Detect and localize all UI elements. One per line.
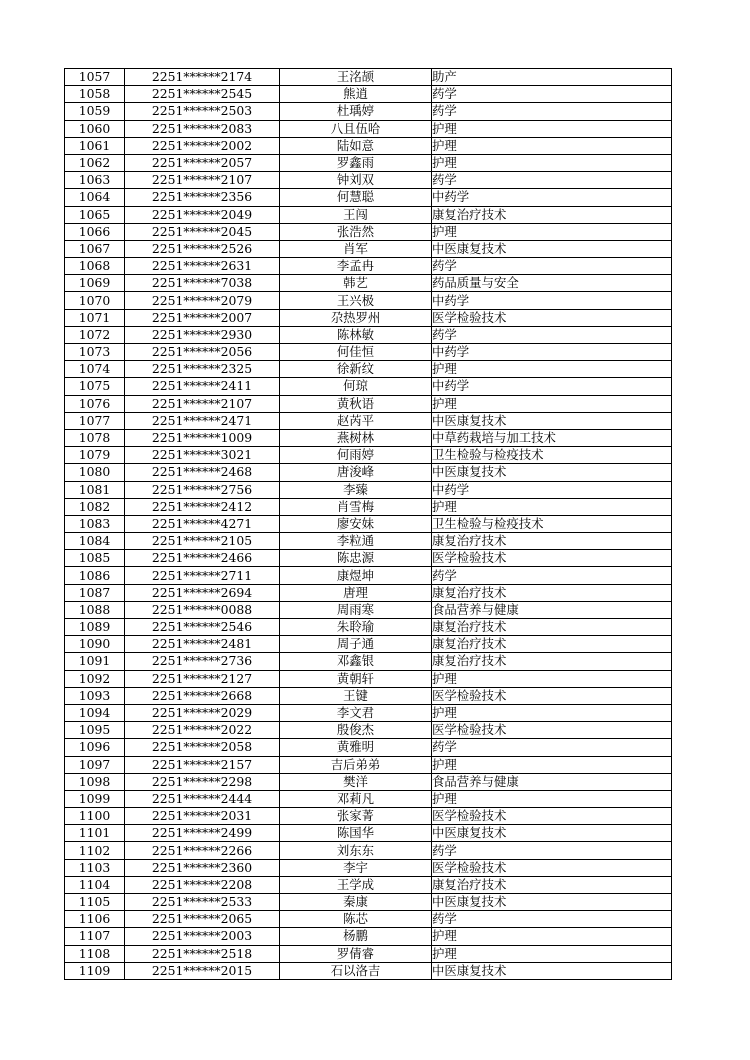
seq-cell: 1074 bbox=[65, 361, 125, 378]
major-cell: 康复治疗技术 bbox=[432, 619, 672, 636]
student-name-cell: 殷俊杰 bbox=[280, 722, 432, 739]
seq-cell: 1058 bbox=[65, 86, 125, 103]
student-name-cell: 罗倩睿 bbox=[280, 945, 432, 962]
major-cell: 药学 bbox=[432, 567, 672, 584]
table-row bbox=[65, 309, 672, 326]
student-name-cell: 陈芯 bbox=[280, 911, 432, 928]
table-row bbox=[65, 911, 672, 928]
student-id-cell: 2251******2002 bbox=[125, 137, 280, 154]
student-name-cell: 周子通 bbox=[280, 636, 432, 653]
major-cell: 中医康复技术 bbox=[432, 464, 672, 481]
student-id-cell: 2251******2058 bbox=[125, 739, 280, 756]
student-id-cell: 2251******2266 bbox=[125, 842, 280, 859]
student-name-cell: 康煜坤 bbox=[280, 567, 432, 584]
major-cell: 医学检验技术 bbox=[432, 808, 672, 825]
table-row bbox=[65, 876, 672, 893]
seq-cell: 1093 bbox=[65, 687, 125, 704]
seq-cell: 1073 bbox=[65, 344, 125, 361]
student-name-cell: 何琼 bbox=[280, 378, 432, 395]
student-id-cell: 2251******2533 bbox=[125, 894, 280, 911]
student-name-cell: 燕树林 bbox=[280, 429, 432, 446]
seq-cell: 1060 bbox=[65, 120, 125, 137]
seq-cell: 1106 bbox=[65, 911, 125, 928]
major-cell: 康复治疗技术 bbox=[432, 206, 672, 223]
student-name-cell: 李孟冉 bbox=[280, 258, 432, 275]
student-id-cell: 2251******2356 bbox=[125, 189, 280, 206]
major-cell: 中医康复技术 bbox=[432, 240, 672, 257]
major-cell: 中医康复技术 bbox=[432, 412, 672, 429]
major-cell: 护理 bbox=[432, 223, 672, 240]
student-name-cell: 周雨寒 bbox=[280, 601, 432, 618]
major-cell: 中草药栽培与加工技术 bbox=[432, 429, 672, 446]
table-row bbox=[65, 206, 672, 223]
seq-cell: 1064 bbox=[65, 189, 125, 206]
student-id-cell: 2251******2481 bbox=[125, 636, 280, 653]
table-row bbox=[65, 584, 672, 601]
major-cell: 中医康复技术 bbox=[432, 825, 672, 842]
table-row bbox=[65, 275, 672, 292]
table-row bbox=[65, 326, 672, 343]
seq-cell: 1095 bbox=[65, 722, 125, 739]
student-id-cell: 2251******2631 bbox=[125, 258, 280, 275]
seq-cell: 1059 bbox=[65, 103, 125, 120]
major-cell: 中药学 bbox=[432, 189, 672, 206]
major-cell: 护理 bbox=[432, 498, 672, 515]
student-id-cell: 2251******2360 bbox=[125, 859, 280, 876]
major-cell: 卫生检验与检疫技术 bbox=[432, 515, 672, 532]
seq-cell: 1089 bbox=[65, 619, 125, 636]
seq-cell: 1072 bbox=[65, 326, 125, 343]
seq-cell: 1070 bbox=[65, 292, 125, 309]
seq-cell: 1091 bbox=[65, 653, 125, 670]
table-row bbox=[65, 687, 672, 704]
student-name-cell: 杜瑀婷 bbox=[280, 103, 432, 120]
student-id-cell: 2251******2526 bbox=[125, 240, 280, 257]
roster-sheet bbox=[64, 68, 672, 980]
student-id-cell: 2251******2127 bbox=[125, 670, 280, 687]
student-id-cell: 2251******2545 bbox=[125, 86, 280, 103]
major-cell: 中医康复技术 bbox=[432, 962, 672, 979]
major-cell: 护理 bbox=[432, 945, 672, 962]
seq-cell: 1062 bbox=[65, 154, 125, 171]
seq-cell: 1090 bbox=[65, 636, 125, 653]
table-row bbox=[65, 240, 672, 257]
student-name-cell: 韩艺 bbox=[280, 275, 432, 292]
student-name-cell: 陈林敏 bbox=[280, 326, 432, 343]
table-row bbox=[65, 464, 672, 481]
seq-cell: 1108 bbox=[65, 945, 125, 962]
student-name-cell: 唐理 bbox=[280, 584, 432, 601]
major-cell: 医学检验技术 bbox=[432, 550, 672, 567]
major-cell: 药学 bbox=[432, 842, 672, 859]
seq-cell: 1067 bbox=[65, 240, 125, 257]
student-name-cell: 李宇 bbox=[280, 859, 432, 876]
seq-cell: 1105 bbox=[65, 894, 125, 911]
student-name-cell: 陆如意 bbox=[280, 137, 432, 154]
student-name-cell: 罗鑫雨 bbox=[280, 154, 432, 171]
table-row bbox=[65, 378, 672, 395]
table-row bbox=[65, 86, 672, 103]
table-row bbox=[65, 223, 672, 240]
student-id-cell: 2251******2107 bbox=[125, 395, 280, 412]
student-name-cell: 陈国华 bbox=[280, 825, 432, 842]
student-name-cell: 何雨婷 bbox=[280, 447, 432, 464]
seq-cell: 1079 bbox=[65, 447, 125, 464]
student-name-cell: 尕热罗州 bbox=[280, 309, 432, 326]
major-cell: 护理 bbox=[432, 137, 672, 154]
seq-cell: 1109 bbox=[65, 962, 125, 979]
seq-cell: 1081 bbox=[65, 481, 125, 498]
student-name-cell: 王学成 bbox=[280, 876, 432, 893]
table-row bbox=[65, 825, 672, 842]
table-row bbox=[65, 601, 672, 618]
major-cell: 护理 bbox=[432, 704, 672, 721]
student-name-cell: 肖军 bbox=[280, 240, 432, 257]
seq-cell: 1068 bbox=[65, 258, 125, 275]
table-row bbox=[65, 962, 672, 979]
major-cell: 药学 bbox=[432, 86, 672, 103]
seq-cell: 1103 bbox=[65, 859, 125, 876]
student-name-cell: 黄秋语 bbox=[280, 395, 432, 412]
seq-cell: 1084 bbox=[65, 533, 125, 550]
student-id-cell: 2251******2015 bbox=[125, 962, 280, 979]
table-row bbox=[65, 344, 672, 361]
major-cell: 护理 bbox=[432, 361, 672, 378]
student-name-cell: 杨鹏 bbox=[280, 928, 432, 945]
seq-cell: 1083 bbox=[65, 515, 125, 532]
major-cell: 中药学 bbox=[432, 344, 672, 361]
table-row bbox=[65, 842, 672, 859]
student-name-cell: 黄朝轩 bbox=[280, 670, 432, 687]
student-name-cell: 邓鑫银 bbox=[280, 653, 432, 670]
student-name-cell: 廖安妹 bbox=[280, 515, 432, 532]
major-cell: 康复治疗技术 bbox=[432, 584, 672, 601]
major-cell: 康复治疗技术 bbox=[432, 533, 672, 550]
student-id-cell: 2251******2045 bbox=[125, 223, 280, 240]
seq-cell: 1096 bbox=[65, 739, 125, 756]
student-id-cell: 2251******2079 bbox=[125, 292, 280, 309]
student-name-cell: 熊逍 bbox=[280, 86, 432, 103]
student-name-cell: 何佳恒 bbox=[280, 344, 432, 361]
seq-cell: 1066 bbox=[65, 223, 125, 240]
seq-cell: 1102 bbox=[65, 842, 125, 859]
student-id-cell: 2251******2049 bbox=[125, 206, 280, 223]
student-name-cell: 李粒通 bbox=[280, 533, 432, 550]
table-row bbox=[65, 258, 672, 275]
seq-cell: 1097 bbox=[65, 756, 125, 773]
student-name-cell: 张家菁 bbox=[280, 808, 432, 825]
student-id-cell: 2251******2711 bbox=[125, 567, 280, 584]
table-row bbox=[65, 945, 672, 962]
student-id-cell: 2251******2466 bbox=[125, 550, 280, 567]
seq-cell: 1069 bbox=[65, 275, 125, 292]
table-row bbox=[65, 670, 672, 687]
major-cell: 药品质量与安全 bbox=[432, 275, 672, 292]
student-name-cell: 樊洋 bbox=[280, 773, 432, 790]
major-cell: 药学 bbox=[432, 103, 672, 120]
table-row bbox=[65, 137, 672, 154]
student-id-cell: 2251******7038 bbox=[125, 275, 280, 292]
student-id-cell: 2251******2694 bbox=[125, 584, 280, 601]
table-row bbox=[65, 120, 672, 137]
major-cell: 中药学 bbox=[432, 378, 672, 395]
student-id-cell: 2251******2503 bbox=[125, 103, 280, 120]
student-id-cell: 2251******2444 bbox=[125, 790, 280, 807]
seq-cell: 1082 bbox=[65, 498, 125, 515]
table-row bbox=[65, 704, 672, 721]
major-cell: 护理 bbox=[432, 395, 672, 412]
table-row bbox=[65, 189, 672, 206]
student-id-cell: 2251******2056 bbox=[125, 344, 280, 361]
student-id-cell: 2251******0088 bbox=[125, 601, 280, 618]
seq-cell: 1092 bbox=[65, 670, 125, 687]
table-row bbox=[65, 361, 672, 378]
student-id-cell: 2251******2105 bbox=[125, 533, 280, 550]
major-cell: 护理 bbox=[432, 154, 672, 171]
student-id-cell: 2251******2325 bbox=[125, 361, 280, 378]
student-name-cell: 王洺颉 bbox=[280, 69, 432, 86]
table-row bbox=[65, 103, 672, 120]
seq-cell: 1080 bbox=[65, 464, 125, 481]
major-cell: 医学检验技术 bbox=[432, 859, 672, 876]
table-row bbox=[65, 739, 672, 756]
student-id-cell: 2251******2065 bbox=[125, 911, 280, 928]
major-cell: 食品营养与健康 bbox=[432, 601, 672, 618]
table-row bbox=[65, 619, 672, 636]
student-id-cell: 2251******2499 bbox=[125, 825, 280, 842]
seq-cell: 1107 bbox=[65, 928, 125, 945]
student-id-cell: 2251******2083 bbox=[125, 120, 280, 137]
major-cell: 中药学 bbox=[432, 292, 672, 309]
student-id-cell: 2251******2157 bbox=[125, 756, 280, 773]
student-id-cell: 2251******2736 bbox=[125, 653, 280, 670]
seq-cell: 1061 bbox=[65, 137, 125, 154]
seq-cell: 1100 bbox=[65, 808, 125, 825]
student-id-cell: 2251******2007 bbox=[125, 309, 280, 326]
major-cell: 卫生检验与检疫技术 bbox=[432, 447, 672, 464]
major-cell: 康复治疗技术 bbox=[432, 876, 672, 893]
major-cell: 康复治疗技术 bbox=[432, 636, 672, 653]
student-id-cell: 2251******2546 bbox=[125, 619, 280, 636]
table-row bbox=[65, 481, 672, 498]
student-name-cell: 何慧聪 bbox=[280, 189, 432, 206]
seq-cell: 1085 bbox=[65, 550, 125, 567]
student-id-cell: 2251******2668 bbox=[125, 687, 280, 704]
table-row bbox=[65, 447, 672, 464]
student-name-cell: 邓莉凡 bbox=[280, 790, 432, 807]
student-id-cell: 2251******3021 bbox=[125, 447, 280, 464]
student-id-cell: 2251******4271 bbox=[125, 515, 280, 532]
student-name-cell: 徐新纹 bbox=[280, 361, 432, 378]
major-cell: 药学 bbox=[432, 911, 672, 928]
table-row bbox=[65, 498, 672, 515]
major-cell: 护理 bbox=[432, 120, 672, 137]
major-cell: 药学 bbox=[432, 326, 672, 343]
major-cell: 医学检验技术 bbox=[432, 687, 672, 704]
seq-cell: 1101 bbox=[65, 825, 125, 842]
major-cell: 中医康复技术 bbox=[432, 894, 672, 911]
student-name-cell: 朱聆瑜 bbox=[280, 619, 432, 636]
table-row bbox=[65, 172, 672, 189]
table-row bbox=[65, 395, 672, 412]
student-id-cell: 2251******2057 bbox=[125, 154, 280, 171]
student-name-cell: 王键 bbox=[280, 687, 432, 704]
major-cell: 食品营养与健康 bbox=[432, 773, 672, 790]
table-row bbox=[65, 69, 672, 86]
student-name-cell: 刘东东 bbox=[280, 842, 432, 859]
seq-cell: 1088 bbox=[65, 601, 125, 618]
table-row bbox=[65, 154, 672, 171]
table-row bbox=[65, 292, 672, 309]
table-row bbox=[65, 894, 672, 911]
major-cell: 护理 bbox=[432, 756, 672, 773]
major-cell: 护理 bbox=[432, 790, 672, 807]
table-row bbox=[65, 412, 672, 429]
major-cell: 药学 bbox=[432, 258, 672, 275]
table-row bbox=[65, 636, 672, 653]
table-row bbox=[65, 859, 672, 876]
table-row bbox=[65, 429, 672, 446]
seq-cell: 1094 bbox=[65, 704, 125, 721]
seq-cell: 1104 bbox=[65, 876, 125, 893]
student-id-cell: 2251******2518 bbox=[125, 945, 280, 962]
student-name-cell: 李文君 bbox=[280, 704, 432, 721]
major-cell: 助产 bbox=[432, 69, 672, 86]
student-id-cell: 2251******2471 bbox=[125, 412, 280, 429]
seq-cell: 1075 bbox=[65, 378, 125, 395]
student-name-cell: 唐浚峰 bbox=[280, 464, 432, 481]
major-cell: 药学 bbox=[432, 172, 672, 189]
major-cell: 中药学 bbox=[432, 481, 672, 498]
student-id-cell: 2251******2930 bbox=[125, 326, 280, 343]
student-id-cell: 2251******2411 bbox=[125, 378, 280, 395]
table-row bbox=[65, 756, 672, 773]
table-row bbox=[65, 550, 672, 567]
student-id-cell: 2251******2468 bbox=[125, 464, 280, 481]
roster-body bbox=[65, 69, 672, 980]
table-row bbox=[65, 515, 672, 532]
table-row bbox=[65, 928, 672, 945]
major-cell: 医学检验技术 bbox=[432, 309, 672, 326]
table-row bbox=[65, 790, 672, 807]
student-id-cell: 2251******2756 bbox=[125, 481, 280, 498]
student-name-cell: 秦康 bbox=[280, 894, 432, 911]
seq-cell: 1076 bbox=[65, 395, 125, 412]
student-id-cell: 2251******2031 bbox=[125, 808, 280, 825]
student-name-cell: 陈忠源 bbox=[280, 550, 432, 567]
major-cell: 医学检验技术 bbox=[432, 722, 672, 739]
student-name-cell: 吉后弟弟 bbox=[280, 756, 432, 773]
student-name-cell: 张浩然 bbox=[280, 223, 432, 240]
student-id-cell: 2251******1009 bbox=[125, 429, 280, 446]
major-cell: 护理 bbox=[432, 928, 672, 945]
seq-cell: 1078 bbox=[65, 429, 125, 446]
student-id-cell: 2251******2003 bbox=[125, 928, 280, 945]
seq-cell: 1098 bbox=[65, 773, 125, 790]
student-id-cell: 2251******2208 bbox=[125, 876, 280, 893]
student-id-cell: 2251******2029 bbox=[125, 704, 280, 721]
table-row bbox=[65, 773, 672, 790]
seq-cell: 1087 bbox=[65, 584, 125, 601]
student-id-cell: 2251******2022 bbox=[125, 722, 280, 739]
major-cell: 药学 bbox=[432, 739, 672, 756]
student-id-cell: 2251******2107 bbox=[125, 172, 280, 189]
student-name-cell: 赵芮平 bbox=[280, 412, 432, 429]
student-id-cell: 2251******2412 bbox=[125, 498, 280, 515]
student-name-cell: 肖雪梅 bbox=[280, 498, 432, 515]
table-row bbox=[65, 653, 672, 670]
seq-cell: 1086 bbox=[65, 567, 125, 584]
student-id-cell: 2251******2298 bbox=[125, 773, 280, 790]
table-row bbox=[65, 808, 672, 825]
student-name-cell: 王闯 bbox=[280, 206, 432, 223]
student-id-cell: 2251******2174 bbox=[125, 69, 280, 86]
student-name-cell: 黄雅明 bbox=[280, 739, 432, 756]
major-cell: 护理 bbox=[432, 670, 672, 687]
student-name-cell: 王兴极 bbox=[280, 292, 432, 309]
student-roster-table bbox=[64, 68, 672, 980]
seq-cell: 1071 bbox=[65, 309, 125, 326]
student-name-cell: 石以洛吉 bbox=[280, 962, 432, 979]
table-row bbox=[65, 567, 672, 584]
student-name-cell: 李臻 bbox=[280, 481, 432, 498]
student-name-cell: 八且伍哈 bbox=[280, 120, 432, 137]
table-row bbox=[65, 722, 672, 739]
seq-cell: 1057 bbox=[65, 69, 125, 86]
seq-cell: 1065 bbox=[65, 206, 125, 223]
student-name-cell: 钟刘双 bbox=[280, 172, 432, 189]
table-row bbox=[65, 533, 672, 550]
seq-cell: 1077 bbox=[65, 412, 125, 429]
seq-cell: 1099 bbox=[65, 790, 125, 807]
seq-cell: 1063 bbox=[65, 172, 125, 189]
major-cell: 康复治疗技术 bbox=[432, 653, 672, 670]
